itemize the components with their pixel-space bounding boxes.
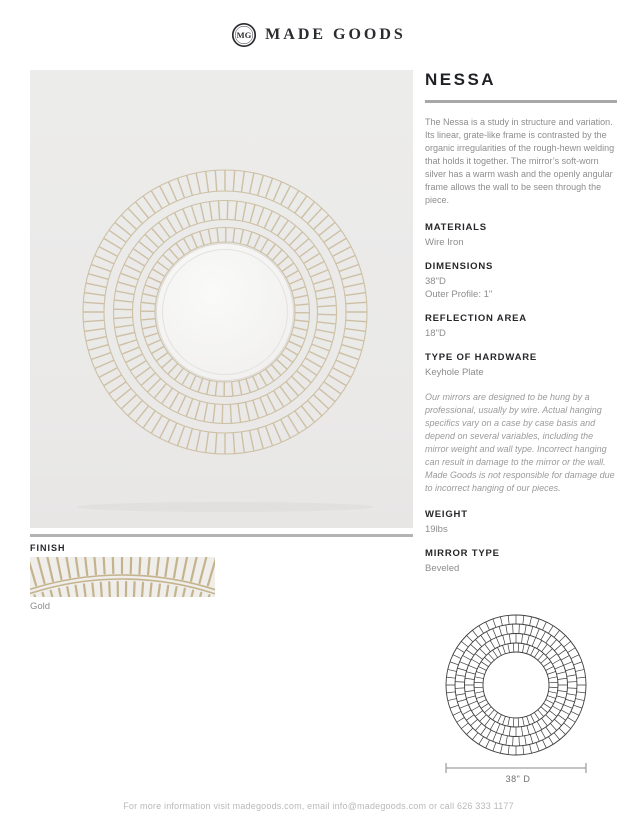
- product-photo-graphic: [30, 70, 413, 528]
- spec-value: Beveled: [425, 563, 460, 574]
- spec-label: MATERIALS: [425, 222, 487, 233]
- finish-section-rule: [30, 534, 413, 537]
- spec-value: Wire Iron: [425, 237, 464, 248]
- spec-value: Keyhole Plate: [425, 367, 484, 378]
- frame-outline: [446, 615, 586, 755]
- floor-shadow: [77, 502, 373, 512]
- product-photo: [30, 70, 413, 528]
- finish-name: Gold: [30, 601, 51, 612]
- spec-label: TYPE OF HARDWARE: [425, 352, 538, 363]
- spec-value: Outer Profile: 1": [425, 289, 493, 300]
- line-drawing: [423, 603, 613, 793]
- dimension-line: [446, 763, 586, 773]
- spec-label: DIMENSIONS: [425, 261, 494, 272]
- mirror-glass: [157, 244, 294, 381]
- spec-weight: [425, 509, 617, 536]
- spec-label: REFLECTION AREA: [425, 313, 527, 324]
- spec-mirror-type: [425, 548, 617, 575]
- spec-hardware: [425, 352, 617, 379]
- spec-materials: [425, 222, 617, 249]
- spec-reflection-area: [425, 313, 617, 340]
- product-title: NESSA: [425, 70, 497, 89]
- line-drawing-graphic: [423, 603, 613, 793]
- footer-text: For more information visit madegoods.com, email info@madegoods.com or call 626 333 1177: [123, 801, 514, 811]
- svg-text:MG: MG: [236, 30, 252, 41]
- spec-label: WEIGHT: [425, 509, 468, 520]
- finish-label: FINISH: [30, 543, 66, 553]
- finish-swatch-graphic: [30, 557, 215, 597]
- hanging-disclaimer: Our mirrors are designed to be hung by a professional, usually by wire. Actual hanging specifics vary on a case by case basis and depend on several variables, including the mirror weight and wall type. Incorrect hanging can result in damage to the mirror or the wall. Made Goods is not responsible for damage due to incorrect hanging of our pieces.: [425, 392, 615, 493]
- title-rule: [425, 100, 617, 103]
- brand-header: [0, 20, 637, 50]
- dimension-label: 38" D: [505, 774, 531, 784]
- spec-value: 38"D: [425, 276, 446, 287]
- brand-name: MADE GOODS: [265, 26, 406, 43]
- spec-dimensions: [425, 261, 617, 301]
- spec-value: 19lbs: [425, 524, 448, 535]
- spec-label: MIRROR TYPE: [425, 548, 500, 559]
- spec-column: [425, 70, 617, 587]
- made-goods-monogram-icon: [231, 22, 257, 48]
- product-description: The Nessa is a study in structure and variation. Its linear, grate-like frame is contrasted by the organic irregularities of the rough-hewn welding that holds it together. The mirror’s soft-worn silver has a warm wash and the openly angular frame allows the wall to be seen through the piece.: [425, 117, 615, 205]
- spec-value: 18"D: [425, 328, 446, 339]
- finish-swatch: [30, 557, 215, 597]
